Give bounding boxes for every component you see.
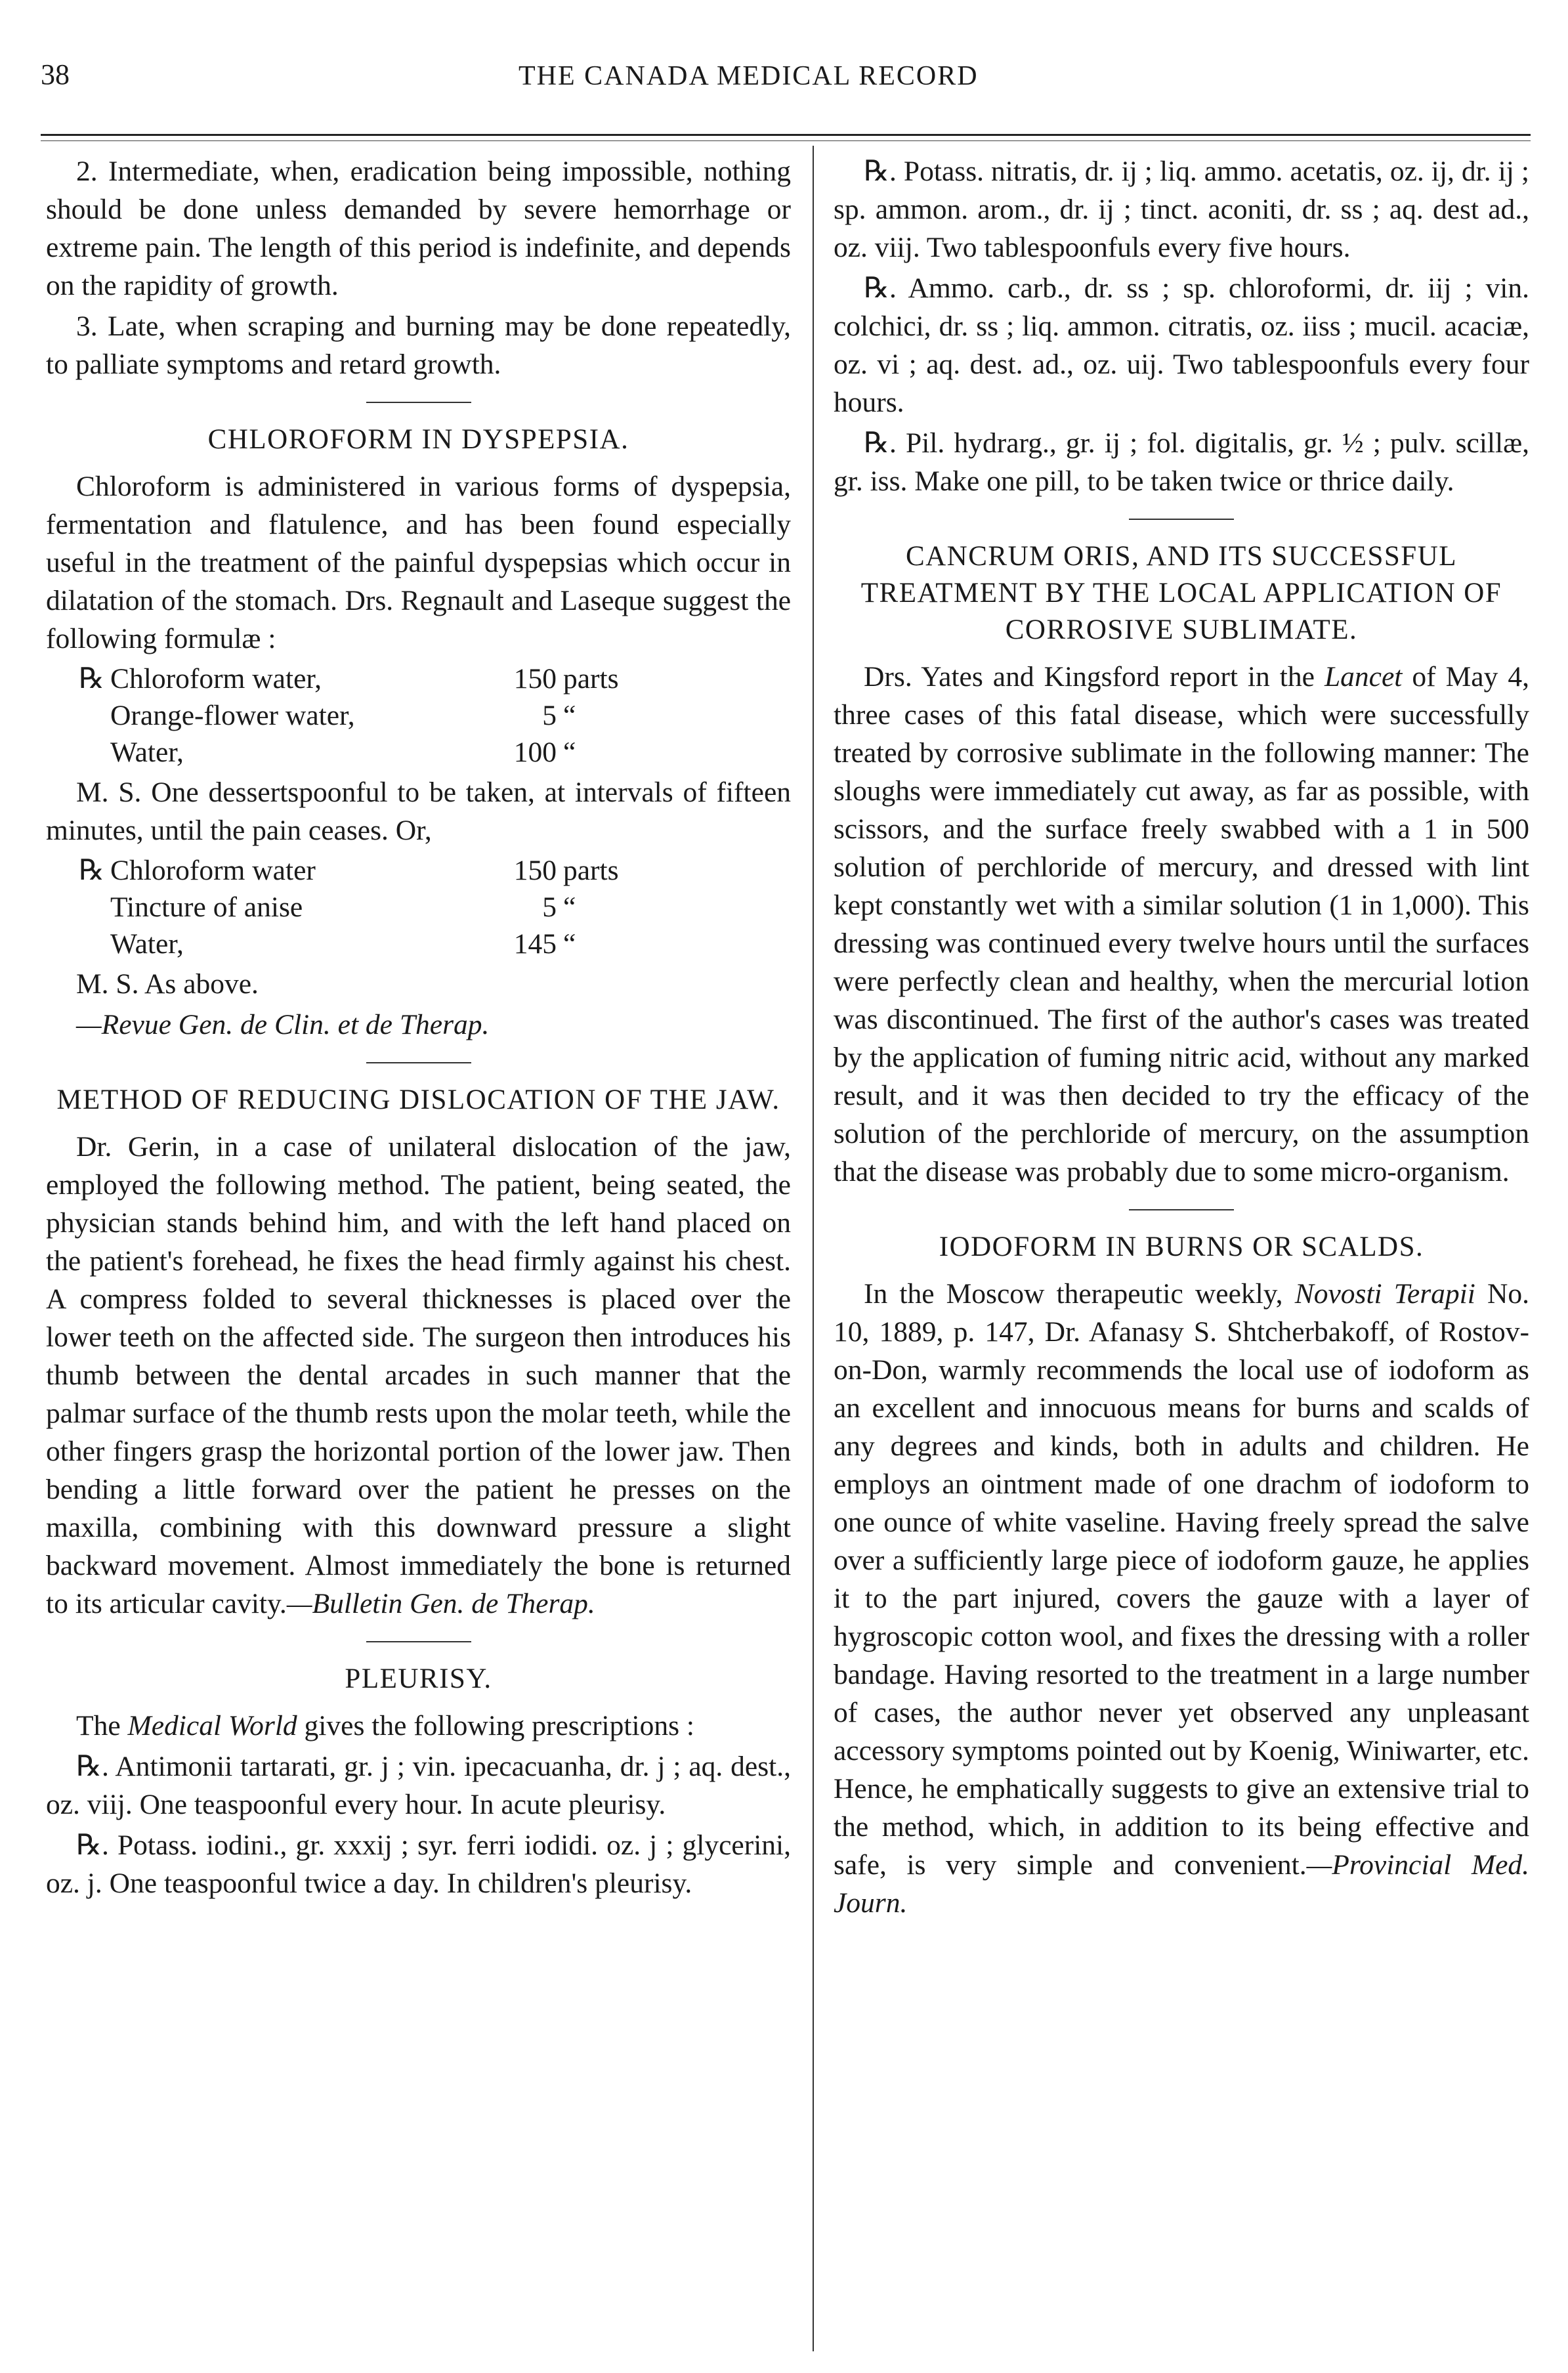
prescription-antimonii: ℞. Antimonii tartarati, gr. j ; vin. ipecacuanha, dr. j ; aq. dest., oz. viij. One teaspoonful every hour. In acute pleurisy. bbox=[46, 1751, 791, 1820]
paragraph-cancrum-oris bbox=[834, 658, 1529, 1191]
pleurisy-intro-text: The bbox=[76, 1710, 128, 1742]
amount: 150 bbox=[513, 663, 557, 695]
recipe-symbol bbox=[79, 697, 110, 734]
unit: “ bbox=[563, 737, 576, 768]
heading-cancrum-oris: CANCRUM ORIS, AND ITS SUCCESSFUL TREATMENT BY THE LOCAL APPLICATION OF CORROSIVE SUBLIMATE. bbox=[860, 541, 1502, 645]
header-rule-thin bbox=[41, 140, 1531, 141]
running-title: THE CANADA MEDICAL RECORD bbox=[519, 61, 979, 91]
ingredient: Tincture of anise bbox=[110, 891, 303, 923]
section-separator bbox=[366, 1641, 471, 1642]
amount: 145 bbox=[513, 928, 557, 960]
source-citation-iodoform: —Provincial Med. Journ. bbox=[834, 1849, 1530, 1919]
heading-iodoform: IODOFORM IN BURNS OR SCALDS. bbox=[939, 1231, 1424, 1262]
prescription-row bbox=[79, 926, 642, 962]
ingredient: Chloroform water, bbox=[110, 663, 322, 695]
left-column bbox=[46, 152, 791, 1905]
prescription-table-2 bbox=[79, 852, 642, 962]
prescription-row bbox=[79, 852, 642, 889]
directions-1: M. S. One dessertspoonful to be taken, at intervals of fifteen minutes, until the pain ceases. Or, bbox=[46, 777, 791, 846]
prescription-row bbox=[79, 697, 642, 734]
paragraph-intermediate: 2. Intermediate, when, eradication being impossible, nothing should be done unless demanded by severe hemorrhage or extreme pain. The length of this period is indefinite, and depends on the rapidity of growth. bbox=[46, 156, 791, 301]
section-separator bbox=[366, 402, 471, 403]
heading-chloroform-dyspepsia: CHLOROFORM IN DYSPEPSIA. bbox=[207, 424, 629, 455]
cancrum-text-start: Drs. Yates and Kingsford report in the bbox=[864, 661, 1324, 693]
column-divider bbox=[813, 146, 814, 2351]
recipe-symbol bbox=[79, 734, 110, 771]
unit: “ bbox=[563, 700, 576, 731]
recipe-symbol: ℞ bbox=[79, 663, 104, 695]
source-citation-chloroform: —Revue Gen. de Clin. et de Therap. bbox=[76, 1009, 490, 1040]
source-citation-jaw: —Bulletin Gen. de Therap. bbox=[286, 1588, 595, 1619]
journal-name-novosti-terapii: Novosti Terapii bbox=[1294, 1278, 1475, 1310]
section-separator bbox=[1129, 519, 1234, 520]
unit: parts bbox=[563, 663, 619, 695]
right-column bbox=[834, 152, 1529, 1925]
ingredient: Water, bbox=[110, 737, 184, 768]
paragraph-jaw-dislocation bbox=[46, 1128, 791, 1623]
paragraph-late: 3. Late, when scraping and burning may be done repeatedly, to palliate symptoms and retard growth. bbox=[46, 310, 791, 380]
paragraph-pleurisy-intro bbox=[46, 1707, 791, 1745]
journal-name-medical-world: Medical World bbox=[127, 1710, 297, 1742]
page-number: 38 bbox=[41, 58, 70, 91]
directions-2: M. S. As above. bbox=[76, 968, 259, 1000]
unit: “ bbox=[563, 891, 576, 923]
amount: 5 bbox=[542, 700, 557, 731]
jaw-dislocation-body: Dr. Gerin, in a case of unilateral dislocation of the jaw, employed the following method. The patient, being seated, the physician stands behind him, and with the left hand placed on the patient's forehead, he fixes the head firmly against his chest. A compress folded to several thicknesses is placed over the lower teeth on the affected side. The surgeon then introduces his thumb between the dental arcades in such manner that the palmar surface of the thumb rests upon the molar teeth, while the other fingers grasp the horizontal portion of the lower jaw. Then bending a little forward over the patient he presses on the maxilla, combining with this downward pressure a slight backward movement. Almost immediately the bone is returned to its articular cavity. bbox=[46, 1131, 791, 1619]
section-separator bbox=[1129, 1209, 1234, 1210]
amount: 5 bbox=[542, 891, 557, 923]
iodoform-text-body: No. 10, 1889, p. 147, Dr. Afanasy S. Shtcherbakoff, of Rostov-on-Don, warmly recommends the local use of iodoform as an excellent and innocuous means for burns and scalds of any degrees and kinds, both in adults and children. He employs an ointment made of one drachm of iodoform to one ounce of white vaseline. Having freely spread the salve over a sufficiently large piece of iodoform gauze, he applies it to the part injured, covers the gauze with a layer of hygroscopic cotton wool, and fixes the dressing with a roller bandage. Having resorted to the treatment in a large number of cases, the author never yet observed any unpleasant accessory symptoms pointed out by Koenig, Winiwarter, etc. Hence, he emphatically suggests to give an extensive trial to the method, which, in addition to its being effective and safe, is very simple and convenient. bbox=[834, 1278, 1529, 1881]
journal-name-lancet: Lancet bbox=[1324, 661, 1403, 693]
heading-pleurisy: PLEURISY. bbox=[345, 1663, 492, 1694]
cancrum-text-body: of May 4, three cases of this fatal disease, which were successfully treated by corrosive sublimate in the following manner: The sloughs were immediately cut away, as far as possible, with scissors, and the surface freely swabbed with a 1 in 500 solution of perchloride of mercury, and dressed with lint kept constantly wet with a similar solution (1 in 1,000). This dressing was continued every twelve hours until the surfaces were perfectly clean and healthy, when the mercurial lotion was discontinued. The first of the author's cases was treated by the application of fuming nitric acid, without any marked result, and it was then decided to try the efficacy of the solution of the perchloride of mercury, on the assumption that the disease was probably due to some micro-organism. bbox=[834, 661, 1529, 1187]
amount: 150 bbox=[513, 855, 557, 886]
unit: parts bbox=[563, 855, 619, 886]
recipe-symbol bbox=[79, 926, 110, 962]
ingredient: Chloroform water bbox=[110, 855, 316, 886]
prescription-row bbox=[79, 660, 642, 697]
paragraph-iodoform bbox=[834, 1275, 1529, 1922]
prescription-potass-iodini: ℞. Potass. iodini., gr. xxxij ; syr. ferri iodidi. oz. j ; glycerini, oz. j. One teaspoonful twice a day. In children's pleurisy. bbox=[46, 1829, 791, 1899]
paragraph-chloroform-intro: Chloroform is administered in various forms of dyspepsia, fermentation and flatulence, and has been found especially useful in the treatment of the painful dyspepsias which occur in dilatation of the stomach. Drs. Regnault and Laseque suggest the following formulæ : bbox=[46, 471, 791, 654]
prescription-potass-nitratis: ℞. Potass. nitratis, dr. ij ; liq. ammo. acetatis, oz. ij, dr. ij ; sp. ammon. arom., dr. ij ; tinct. aconiti, dr. ss ; aq. dest ad., oz. viij. Two tablespoonfuls every five hours. bbox=[834, 156, 1529, 263]
prescription-pil-hydrarg: ℞. Pil. hydrarg., gr. ij ; fol. digitalis, gr. ½ ; pulv. scillæ, gr. iss. Make one pill, to be taken twice or thrice daily. bbox=[834, 427, 1529, 497]
prescription-row bbox=[79, 734, 642, 771]
prescription-ammo-carb: ℞. Ammo. carb., dr. ss ; sp. chloroformi, dr. iij ; vin. colchici, dr. ss ; liq. ammon. citratis, oz. iiss ; mucil. acaciæ, oz. vi ; aq. dest. ad., oz. uij. Two tablespoonfuls every four hours. bbox=[834, 272, 1529, 418]
unit: “ bbox=[563, 928, 576, 960]
prescription-row bbox=[79, 889, 642, 926]
ingredient: Orange-flower water, bbox=[110, 700, 355, 731]
ingredient: Water, bbox=[110, 928, 184, 960]
heading-jaw-dislocation: METHOD OF REDUCING DISLOCATION OF THE JAW. bbox=[56, 1084, 780, 1115]
amount: 100 bbox=[513, 737, 557, 768]
iodoform-text-start: In the Moscow therapeutic weekly, bbox=[864, 1278, 1295, 1310]
section-separator bbox=[366, 1062, 471, 1063]
recipe-symbol bbox=[79, 889, 110, 926]
pleurisy-intro-text-end: gives the following prescriptions : bbox=[297, 1710, 694, 1742]
recipe-symbol: ℞ bbox=[79, 855, 104, 886]
prescription-table-1 bbox=[79, 660, 642, 771]
header-rule-thick bbox=[41, 134, 1531, 136]
